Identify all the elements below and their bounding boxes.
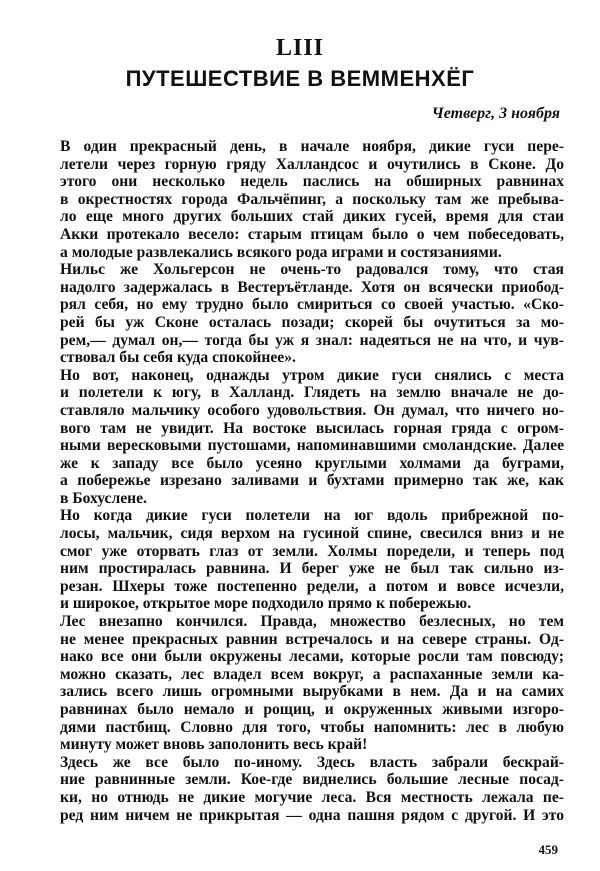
text-line: в окрестностях города Фальчёпинг, а поскольку там же пребыва- <box>60 190 564 208</box>
text-line: Нильс же Хольгерсон не очень-то радовался тому, что стая <box>60 261 564 279</box>
text-line: можно сказать, лес владел всем вокруг, а распаханные земли ка- <box>60 665 564 683</box>
text-line: Но когда дикие гуси полетели на юг вдоль прибрежной по- <box>60 507 564 525</box>
text-line: а молодые развлекались всякого рода играми и состязаниями. <box>60 243 502 261</box>
text-line: Здесь же все было по-иному. Здесь власть забрали бескрай- <box>60 753 564 771</box>
text-line: ставляло мальчику особого удовольствия. Он думал, что ничего но- <box>60 401 564 419</box>
text-line: лосы, мальчик, сидя верхом на гусиной спине, свесился вниз и не <box>60 525 564 543</box>
text-line: ред ним ничем не прикрытая — одна пашня рядом с другой. И это <box>60 806 564 824</box>
text-line: в Бохуслене. <box>60 489 147 507</box>
page-number: 459 <box>538 842 558 857</box>
text-line: летели через горную гряду Халландсос и очутились в Сконе. До <box>60 155 564 173</box>
text-line: вого там не увидит. На востоке высилась горная гряда с огром- <box>60 419 564 437</box>
text-line: ки, но отнюдь не дикие могучие леса. Вся местность лежала пе- <box>60 788 564 806</box>
text-line: смог уже оторвать глаз от земли. Холмы поредели, и теперь под <box>60 542 564 560</box>
text-line: Акки протекало весело: старым птицам было о чем побеседовать, <box>60 225 564 243</box>
text-line: минуту может вновь заполонить весь край! <box>60 736 368 754</box>
text-line: резан. Шхеры тоже постепенно редели, а потом и вовсе исчезли, <box>60 577 564 595</box>
chapter-number: LIII <box>275 35 325 61</box>
text-line: рял себя, но ему трудно было смириться со своей участью. «Ско- <box>60 296 564 314</box>
text-line: а побережье изрезано заливами и бухтами примерно так же, как <box>60 472 564 490</box>
text-line: и широкое, открытое море подходило прямо к побережью. <box>60 595 472 613</box>
text-line: ним простиралась равнина. И берег уже не был так сильно из- <box>60 560 564 578</box>
body-text <box>60 138 564 824</box>
text-line: же к западу все было усеяно круглыми холмами да буграми, <box>60 454 564 472</box>
text-line: ло еще много других больших стай диких гусей, время для стаи <box>60 208 564 226</box>
text-line: нако все они были окружены лесами, которые росли там повсюду; <box>60 648 564 666</box>
text-line: Лес внезапно кончился. Правда, множество безлесных, но тем <box>60 613 564 631</box>
text-line: рей бы уж Сконе осталась позади; скорей бы очутиться за мо- <box>60 313 564 331</box>
text-line: этого они несколько недель паслись на обширных равнинах <box>60 173 564 191</box>
text-line: ствовал бы себя куда спокойнее». <box>60 349 296 367</box>
text-line: Но вот, наконец, однажды утром дикие гуси снялись с места <box>60 366 564 384</box>
text-line: и полетели к югу, в Халланд. Глядеть на землю вначале не до- <box>60 384 564 402</box>
text-line: В один прекрасный день, в начале ноября, дикие гуси пере- <box>60 138 564 155</box>
text-line: надолго задержалась в Вестеръётланде. Хотя он всячески приобод- <box>60 278 564 296</box>
text-line: рем,— думал он,— тогда бы уж я знал: надеяться не на что, и чув- <box>60 331 564 349</box>
text-line: зались всего лишь огромными вырубками в нем. Да и на самих <box>60 683 564 701</box>
text-line: равнинах было немало и рощиц, и окруженных живыми изгоро- <box>60 701 564 718</box>
text-line: ние равнинные земли. Кое-где виднелись большие лесные посад- <box>60 771 564 789</box>
text-line: дями пастбищ. Словно для того, чтобы напомнить: лес в любую <box>60 718 564 736</box>
chapter-date: Четверг, 3 ноября <box>431 105 560 122</box>
chapter-title: ПУТЕШЕСТВИЕ В ВЕММЕНХЁГ <box>125 66 475 91</box>
text-line: не менее прекрасных равнин встречалось и на севере страны. Од- <box>60 630 564 648</box>
text-line: ными вересковыми пустошами, напоминавшими смоландские. Далее <box>60 437 564 455</box>
